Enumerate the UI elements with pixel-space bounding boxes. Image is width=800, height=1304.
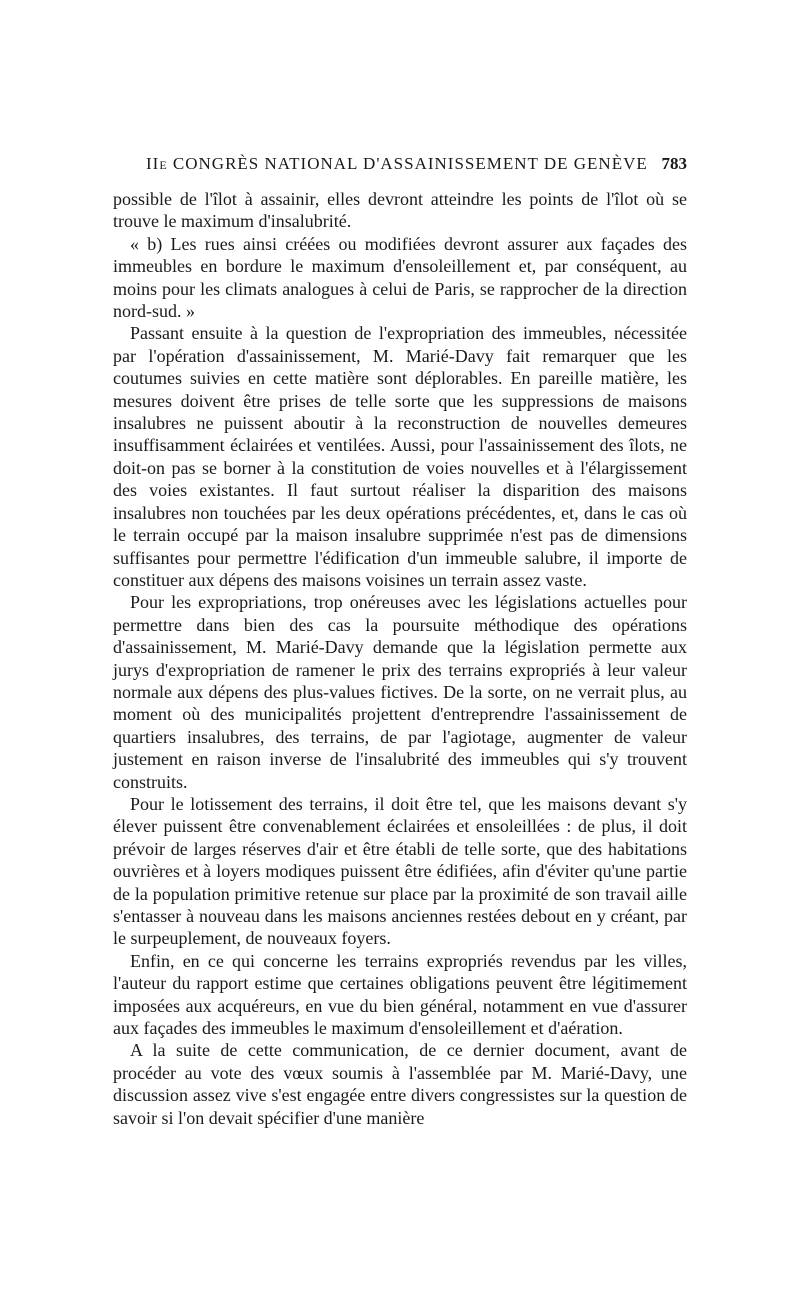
body-text: [113, 188, 687, 1129]
paragraph-quote-b: « b) Les rues ainsi créées ou modifiées devront assurer aux façades des immeubles en bordure le maximum d'ensoleillement et, par conséquent, au moins pour les climats analogues à celui de Paris, se rapprocher de la direction nord-sud. »: [113, 233, 687, 322]
paragraph-expropriations-costs: Pour les expropriations, trop onéreuses avec les législations actuelles pour permettre dans bien des cas la poursuite méthodique des opérations d'assainissement, M. Marié-Davy demande que la législation permette aux jurys d'expropriation de ramener le prix des terrains expropriés à leur valeur normale aux dépens des plus-values fictives. De la sorte, on ne verrait plus, au moment où des municipalités projettent d'entreprendre l'assainissement de quartiers insalubres, des terrains, de par l'agiotage, augmenter de valeur justement en raison inverse de l'insalubrité des immeubles qui s'y trouvent construits.: [113, 592, 687, 792]
running-header: [113, 154, 687, 184]
paragraph-continued: possible de l'îlot à assainir, elles devront atteindre les points de l'îlot où se trouve le maximum d'insalubrité.: [113, 189, 687, 232]
running-title: IIe CONGRÈS NATIONAL D'ASSAINISSEMENT DE GENÈVE: [146, 154, 648, 173]
page-number: 783: [661, 154, 687, 173]
paragraph-lotissement: Pour le lotissement des terrains, il doit être tel, que les maisons devant s'y élever puissent être convenablement éclairées et ensoleillées : de plus, il doit prévoir de larges réserves d'air et être établi de telle sorte, que des habitations ouvrières et à loyers modiques puissent être édifiées, afin d'éviter qu'une partie de la population primitive retenue sur place par la proximité de son travail aille s'entasser à nouveau dans les maisons anciennes restées debout en y créant, par le surpeuplement, de nouveaux foyers.: [113, 793, 687, 949]
paragraph-discussion: A la suite de cette communication, de ce dernier document, avant de procéder au vote des vœux soumis à l'assemblée par M. Marié-Davy, une discussion assez vive s'est engagée entre divers congressistes sur la question de savoir si l'on devait spécifier d'une manière: [113, 1040, 687, 1128]
paragraph-enfin: Enfin, en ce qui concerne les terrains expropriés revendus par les villes, l'auteur du rapport estime que certaines obligations peuvent être légitimement imposées aux acquéreurs, en vue du bien général, notamment en vue d'assurer aux façades des immeubles le maximum d'ensoleillement et d'aération.: [113, 950, 687, 1039]
paragraph-expropriation: Passant ensuite à la question de l'expropriation des immeubles, nécessitée par l'opération d'assainissement, M. Marié-Davy fait remarquer que les coutumes suivies en cette matière sont déplorables. En pareille matière, les mesures doivent être prises de telle sorte que les suppressions de maisons insalubres ne puissent aboutir à la reconstruction de nouvelles demeures insuffisamment éclairées et ventilées. Aussi, pour l'assainissement des îlots, ne doit-on pas se borner à la constitution de voies nouvelles et à l'élargissement des voies existantes. Il faut surtout réaliser la disparition des maisons insalubres non touchées par les deux opérations précédentes, et, dans le cas où le terrain occupé par la maison insalubre supprimée n'est pas de dimensions suffisantes pour permettre l'édification d'un immeuble salubre, il importe de constituer aux dépens des maisons voisines un terrain assez vaste.: [113, 323, 687, 590]
book-page: [113, 154, 687, 1164]
